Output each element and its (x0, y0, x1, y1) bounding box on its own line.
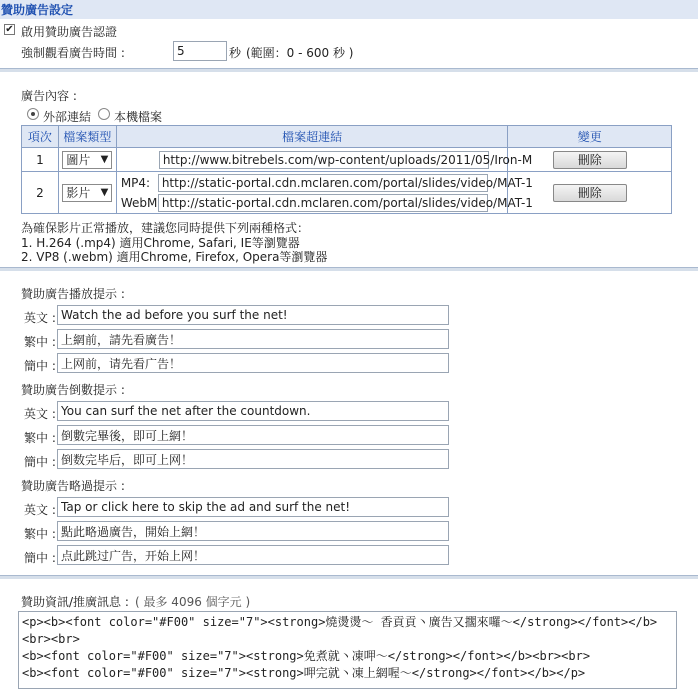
enable-ad-checkbox[interactable]: ✔ (5, 24, 14, 35)
skip-tip-en-input[interactable] (57, 497, 449, 517)
countdown-tip-cn-label: 簡中 : (24, 455, 56, 469)
skip-tip-title: 贊助廣告略過提示 : (21, 479, 125, 493)
format-note: 為確保影片正常播放，建議您同時提供下列兩種格式： (21, 221, 310, 235)
promo-title: 贊助資訊/推廣訊息 : (21, 595, 129, 609)
force-time-input[interactable] (173, 41, 227, 61)
section-divider (0, 267, 698, 271)
format-note: 1. H.264 (.mp4) 適用Chrome, Safari, IE等瀏覽器 (21, 236, 300, 250)
skip-tip-cn-input[interactable] (57, 545, 449, 565)
skip-tip-tw-input[interactable] (57, 521, 449, 541)
section-divider (0, 575, 698, 579)
enable-ad-label: 啟用贊助廣告認證 (21, 25, 118, 39)
row-action-cell (508, 148, 672, 172)
chevron-down-icon: ▼ (100, 186, 109, 198)
row-link-cell (116, 148, 533, 172)
skip-tip-tw-label: 繁中 : (24, 527, 56, 541)
play-tip-cn-input[interactable] (57, 353, 449, 373)
promo-limit: ( 最多 4096 個字元 ) (135, 595, 251, 609)
skip-tip-cn-label: 簡中 : (24, 551, 56, 565)
section-divider (0, 68, 698, 72)
table-row (22, 148, 672, 172)
row-type-cell (58, 148, 116, 172)
play-tip-tw-input[interactable] (57, 329, 449, 349)
row-index: 2 (22, 172, 59, 214)
countdown-tip-title: 贊助廣告倒數提示 : (21, 383, 125, 397)
countdown-tip-tw-input[interactable] (57, 425, 449, 445)
delete-button[interactable]: 刪除 (553, 184, 627, 202)
file-type-select[interactable]: 圖片 ▼ (62, 151, 112, 169)
play-tip-en-label: 英文 : (24, 311, 56, 325)
promo-textarea[interactable] (18, 611, 677, 689)
row-type-cell (58, 172, 116, 214)
col-type: 檔案類型 (58, 126, 116, 148)
row-index: 1 (22, 148, 59, 172)
row-link-cell (116, 172, 533, 214)
force-time-range: (範圍：0 - 600 秒 ) (246, 46, 354, 60)
page-title: 贊助廣告設定 (0, 0, 698, 19)
mp4-label: MP4: (120, 176, 151, 190)
delete-button[interactable]: 刪除 (553, 151, 627, 169)
play-tip-tw-label: 繁中 : (24, 335, 56, 349)
format-note: 2. VP8 (.webm) 適用Chrome, Firefox, Opera等瀏覽器 (21, 250, 328, 264)
radio-local-file[interactable] (98, 108, 110, 120)
webm-label: WebM (120, 196, 158, 210)
skip-tip-en-label: 英文 : (24, 503, 56, 517)
ad-table-header (22, 126, 672, 148)
countdown-tip-cn-input[interactable] (57, 449, 449, 469)
countdown-tip-tw-label: 繁中 : (24, 431, 56, 445)
countdown-tip-en-input[interactable] (57, 401, 449, 421)
force-time-unit: 秒 (229, 46, 242, 60)
col-link: 檔案超連結 (116, 126, 508, 148)
radio-local-label: 本機檔案 (114, 110, 163, 124)
play-tip-cn-label: 簡中 : (24, 359, 56, 373)
radio-external-label: 外部連結 (43, 110, 92, 124)
mp4-url-input[interactable]: http://static-portal.cdn.mclaren.com/portal/slides/video/MAT-1 (158, 174, 488, 192)
file-type-select[interactable]: 影片 ▼ (62, 184, 112, 202)
chevron-down-icon: ▼ (100, 153, 109, 165)
webm-url-input[interactable]: http://static-portal.cdn.mclaren.com/portal/slides/video/MAT-1 (158, 194, 488, 212)
radio-external-link[interactable] (27, 108, 39, 120)
table-row (22, 172, 672, 214)
countdown-tip-en-label: 英文 : (24, 407, 56, 421)
col-change: 變更 (508, 126, 672, 148)
play-tip-title: 贊助廣告播放提示 : (21, 287, 125, 301)
ad-table (21, 125, 672, 214)
play-tip-en-input[interactable] (57, 305, 449, 325)
col-index: 項次 (22, 126, 59, 148)
image-url-input[interactable]: http://www.bitrebels.com/wp-content/uploads/2011/05/Iron-M (159, 151, 489, 169)
ad-content-label: 廣告內容 : (21, 89, 77, 103)
row-action-cell (508, 172, 672, 214)
force-time-label: 強制觀看廣告時間 : (21, 46, 125, 60)
